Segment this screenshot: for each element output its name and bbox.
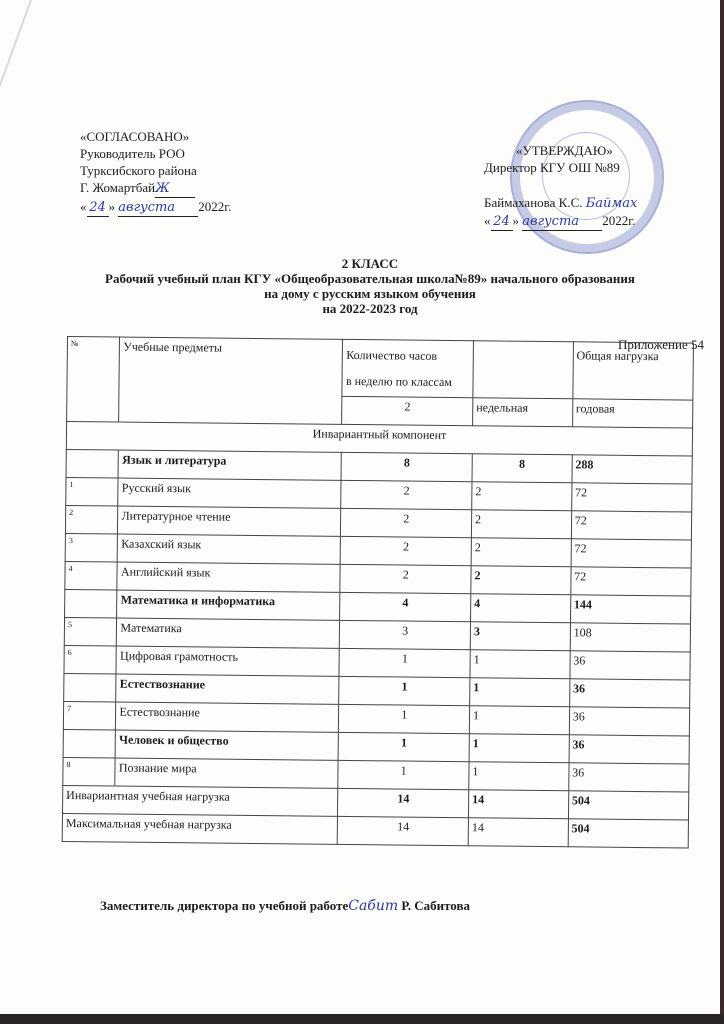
row-yearly: 36 xyxy=(568,763,689,792)
approval-block-agreed xyxy=(80,128,231,217)
approved-name-line xyxy=(484,194,637,212)
row-weekly: 2 xyxy=(472,482,572,511)
header-hours-line2: в неделю по классам xyxy=(345,373,453,390)
totals-row xyxy=(62,813,688,848)
row-grade2: 3 xyxy=(340,620,471,649)
footer-signature xyxy=(100,898,470,914)
plan-title-line1: Рабочий учебный план КГУ «Общеобразовательная школа№89» начального образования xyxy=(105,271,635,286)
row-grade2: 1 xyxy=(339,732,470,761)
row-subject: Русский язык xyxy=(118,478,341,508)
row-grade2: 2 xyxy=(341,508,472,537)
agreed-title: «СОГЛАСОВАНО» xyxy=(80,129,190,144)
row-num: 7 xyxy=(63,701,116,730)
approved-date-day: 24 xyxy=(491,213,513,231)
row-weekly: 1 xyxy=(469,762,569,791)
row-grade2: 1 xyxy=(338,760,469,789)
agreed-date-year: 2022г. xyxy=(198,199,232,214)
total-label: Инвариантная учебная нагрузка xyxy=(62,785,338,816)
agreed-name: Г. Жомартбай xyxy=(80,180,156,195)
header-subjects: Учебные предметы xyxy=(119,337,343,424)
row-subject: Математика и информатика xyxy=(117,590,340,620)
date-quote-close: » xyxy=(108,199,115,214)
row-subject: Цифровая грамотность xyxy=(116,646,339,676)
row-subject: Человек и общество xyxy=(116,730,339,760)
row-yearly: 288 xyxy=(572,455,693,484)
row-num: 3 xyxy=(65,533,118,562)
row-num: 6 xyxy=(64,645,117,674)
total-grade2: 14 xyxy=(338,816,469,845)
row-subject: Естествознание xyxy=(116,702,339,732)
curriculum-table xyxy=(62,336,694,849)
row-yearly: 36 xyxy=(569,707,690,736)
header-yearly: годовая xyxy=(572,399,693,428)
row-yearly: 72 xyxy=(571,567,692,596)
row-yearly: 72 xyxy=(571,483,692,512)
header-hours xyxy=(342,339,473,397)
row-subject: Язык и литература xyxy=(118,450,341,480)
header-total-load: Общая нагрузка xyxy=(573,342,694,400)
date-quote-open: « xyxy=(484,213,491,228)
row-grade2: 1 xyxy=(339,704,470,733)
row-yearly: 72 xyxy=(571,511,692,540)
deputy-director-label: Заместитель директора по учебной работе xyxy=(100,898,349,913)
approved-date-month: августа xyxy=(522,213,602,231)
row-weekly: 2 xyxy=(471,510,571,539)
row-yearly: 36 xyxy=(569,735,690,764)
row-num xyxy=(65,589,118,618)
row-subject: Казахский язык xyxy=(118,534,341,564)
date-quote-close: » xyxy=(512,213,519,228)
row-weekly: 1 xyxy=(469,706,569,735)
date-quote-open: « xyxy=(80,199,87,214)
approval-block-approved xyxy=(484,142,637,231)
total-weekly: 14 xyxy=(468,818,568,847)
agreed-position: Руководитель РОО xyxy=(80,146,185,161)
row-num: 1 xyxy=(66,477,119,506)
row-weekly: 1 xyxy=(469,734,569,763)
row-grade2: 2 xyxy=(341,480,472,509)
approved-title: «УТВЕРЖДАЮ» xyxy=(516,143,613,158)
row-yearly: 144 xyxy=(570,595,691,624)
row-grade2: 8 xyxy=(341,452,472,481)
deputy-signature: Сабит xyxy=(348,898,399,914)
row-weekly: 2 xyxy=(471,538,571,567)
plan-title-line3: на 2022-2023 год xyxy=(322,301,418,316)
total-yearly: 504 xyxy=(568,819,689,848)
row-subject: Литературное чтение xyxy=(118,506,341,536)
total-grade2: 14 xyxy=(338,788,469,817)
header-num: № xyxy=(67,337,120,423)
approved-date xyxy=(484,212,637,231)
row-subject: Английский язык xyxy=(117,562,340,592)
total-label: Максимальная учебная нагрузка xyxy=(62,813,338,844)
agreed-date xyxy=(80,198,231,217)
row-num xyxy=(63,729,116,758)
header-empty xyxy=(473,341,573,399)
appendix-label: Приложение 54 xyxy=(617,337,704,352)
deputy-name: Р. Сабитова xyxy=(401,898,470,913)
total-yearly: 504 xyxy=(568,791,689,820)
row-num: 2 xyxy=(65,505,118,534)
row-num xyxy=(64,673,117,702)
agreed-date-day: 24 xyxy=(87,199,109,217)
row-weekly: 1 xyxy=(470,650,570,679)
row-yearly: 108 xyxy=(570,623,691,652)
row-num: 8 xyxy=(63,757,116,786)
agreed-name-line xyxy=(80,179,231,198)
agreed-signature: Ж xyxy=(155,180,195,198)
approved-name: Баймаханова К.С. xyxy=(484,195,583,210)
row-yearly: 36 xyxy=(569,679,690,708)
row-subject: Математика xyxy=(117,618,340,648)
row-grade2: 2 xyxy=(341,536,472,565)
document-title xyxy=(60,256,680,316)
grade-heading: 2 КЛАСС xyxy=(341,256,399,271)
section-invariant: Инвариантный компонент xyxy=(66,422,692,457)
row-yearly: 36 xyxy=(570,651,691,680)
header-hours-line1: Количество часов xyxy=(346,347,438,363)
paper-fold-line xyxy=(0,0,32,140)
agreed-date-month: августа xyxy=(118,199,198,217)
row-yearly: 72 xyxy=(571,539,692,568)
total-weekly: 14 xyxy=(468,790,568,819)
header-weekly: недельная xyxy=(473,398,573,427)
approved-signature: Баймах xyxy=(585,196,638,211)
row-grade2: 1 xyxy=(339,676,470,705)
row-weekly: 2 xyxy=(471,566,571,595)
row-grade2: 2 xyxy=(340,564,471,593)
table-header-row xyxy=(67,337,694,401)
row-weekly: 4 xyxy=(471,594,571,623)
row-weekly: 1 xyxy=(470,678,570,707)
approved-position: Директор КГУ ОШ №89 xyxy=(484,160,620,175)
row-num: 4 xyxy=(65,561,118,590)
row-weekly: 3 xyxy=(470,622,570,651)
row-grade2: 4 xyxy=(340,592,471,621)
row-grade2: 1 xyxy=(339,648,470,677)
row-subject: Естествознание xyxy=(116,674,339,704)
row-num: 5 xyxy=(64,617,117,646)
background-surface xyxy=(0,1014,724,1024)
row-num xyxy=(66,449,119,478)
header-grade: 2 xyxy=(342,396,473,425)
row-subject: Познание мира xyxy=(115,758,338,788)
approved-date-year: 2022г. xyxy=(602,213,636,228)
agreed-district: Турксибского района xyxy=(80,163,197,178)
row-weekly: 8 xyxy=(472,454,572,483)
plan-title-line2: на дому с русским языком обучения xyxy=(264,286,476,301)
